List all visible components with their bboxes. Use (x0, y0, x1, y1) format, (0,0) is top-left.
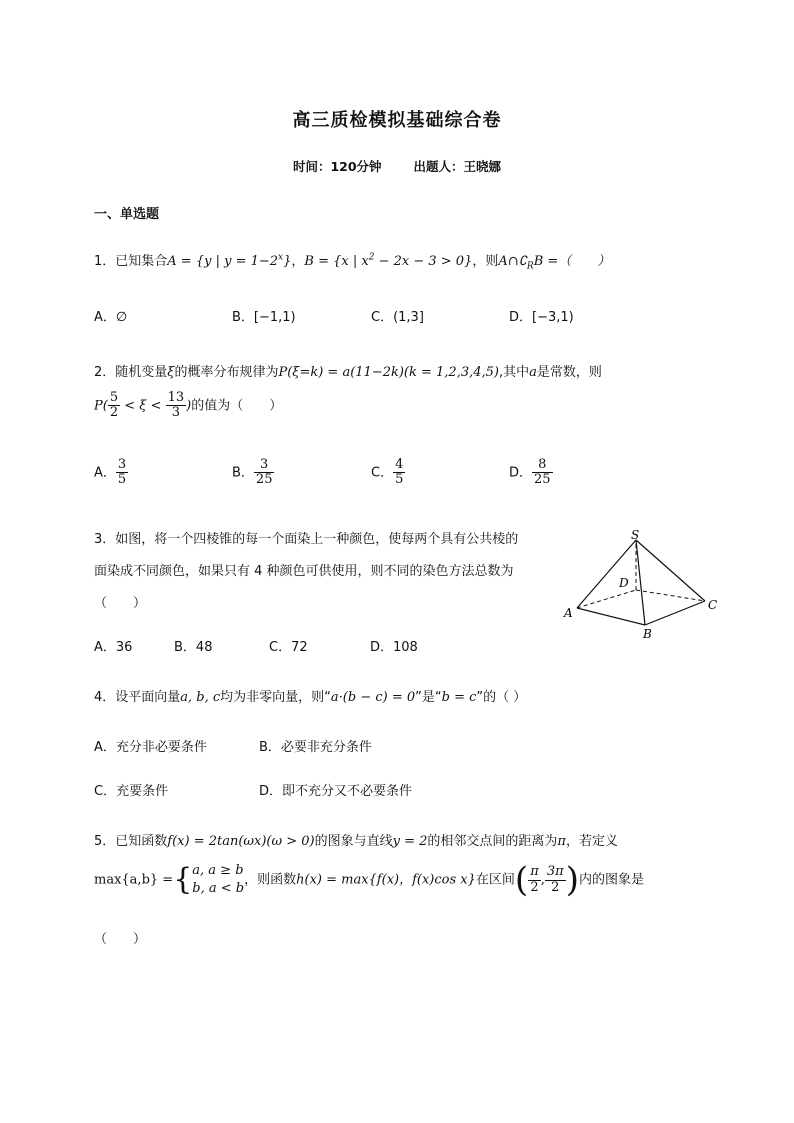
q5-max-def: max{a,b} = (94, 872, 174, 888)
q2-fraction-1: $\frac{5}{2}$ (109, 390, 119, 421)
q5-function: f(x) = 2tan(ωx)(ω > 0) (167, 834, 315, 849)
q3-option-c: C．72 (269, 640, 308, 655)
q5-stem-line3: （ ） (94, 932, 147, 947)
label-b: B (643, 627, 652, 641)
q2-distribution: P(ξ=k) = a(11−2k)(k = 1,2,3,4,5) (278, 365, 499, 380)
q4-option-b: B．必要非充分条件 (259, 740, 372, 755)
label-s: S (631, 528, 640, 542)
label-a: A (564, 606, 573, 620)
q4-stem: 4．设平面向量a, b, c均为非零向量，则“a·(b − c) = 0”是“b = c”的（ ） (94, 690, 527, 705)
exam-meta (0, 157, 794, 175)
q1-option-a: A．∅ (94, 310, 128, 325)
label-c: C (708, 598, 718, 612)
q4-condition-2: b = c (441, 690, 477, 705)
q5-interval-end: $\frac{3\pi}{2}$ (546, 864, 564, 895)
q2-stem-line1: 2．随机变量ξ的概率分布规律为P(ξ=k) = a(11−2k)(k = 1,2,3,4,5),其中a是常数，则 (94, 365, 602, 380)
q3-stem-line2: 面染成不同颜色，如果只有 4 种颜色可供使用，则不同的染色方法总数为 (94, 564, 514, 579)
q1-option-d: D．[−3,1) (509, 310, 574, 325)
q1-set-a: A = {y | $y = 1-2^x$} (167, 252, 292, 269)
q1-number: 1．已知集合 (94, 254, 168, 269)
q1-stem: 1．已知集合A = {y | $y = 1-2^x$}，B = {x | $x^2 - 2x - 3 > 0$}，则$A\cap∁_RB$ =（ ） (94, 252, 611, 272)
q4-condition-1: a·(b − c) = 0 (330, 690, 416, 705)
q5-stem-line1: 5．已知函数f(x) = 2tan(ωx)(ω > 0)的图象与直线y = 2的相邻交点间的距离为π，若定义 (94, 834, 618, 849)
q2-fraction-2: $\frac{13}{3}$ (167, 390, 185, 421)
q4-option-a: A．充分非必要条件 (94, 740, 207, 755)
section-heading: 一、单选题 (94, 207, 160, 222)
page-title: 高三质检模拟基础综合卷 (292, 110, 502, 131)
q2-option-c: C． $\frac{4}{5}$ (371, 457, 404, 488)
q3-stem-line1: 3．如图，将一个四棱锥的每一个面染上一种颜色，使每两个具有公共棱的 (94, 532, 519, 547)
q5-cases: a, a ≥ b b, a < b (192, 863, 245, 897)
q2-stem-line2: P( $\frac{5}{2}$ < ξ < $\frac{13}{3}$ )的值为（ ） (94, 390, 283, 421)
label-d: D (619, 576, 629, 590)
q5-h-function: h(x) = max{f(x)，f(x)cos x} (296, 872, 476, 888)
q3-stem-line3: （ ） (94, 596, 147, 611)
q1-expression: $A\cap∁_RB$ =（ ） (498, 254, 611, 272)
q4-vectors: a, b, c (180, 690, 221, 705)
exam-time: 时间：120分钟 (292, 159, 382, 174)
q3-option-d: D．108 (370, 640, 418, 655)
q3-option-b: B．48 (174, 640, 213, 655)
q1-option-c: C．(1,3] (371, 310, 424, 325)
q2-option-b: B． $\frac{3}{25}$ (232, 457, 273, 488)
q1-set-b: B = {x | $x^2 - 2x - 3 > 0$} (304, 252, 473, 269)
q4-option-d: D．即不充分又不必要条件 (259, 784, 413, 799)
q2-option-a: A． $\frac{3}{5}$ (94, 457, 127, 488)
pyramid-figure (555, 528, 730, 648)
q1-option-b: B．[−1,1) (232, 310, 296, 325)
q2-option-d: D． $\frac{8}{25}$ (509, 457, 551, 488)
exam-author: 出题人：王晓娜 (413, 159, 502, 174)
q4-option-c: C．充要条件 (94, 784, 169, 799)
q3-option-a: A．36 (94, 640, 133, 655)
q5-interval-start: $\frac{\pi}{2}$ (530, 864, 539, 895)
q5-stem-line2: max{a,b} ={ a, a ≥ b b, a < b ，则函数h(x) = max{f(x)，f(x)cos x}在区间( $\frac{\pi}{2}$ , $\frac{3\pi}{2}$ )内的图象是 (94, 860, 644, 901)
